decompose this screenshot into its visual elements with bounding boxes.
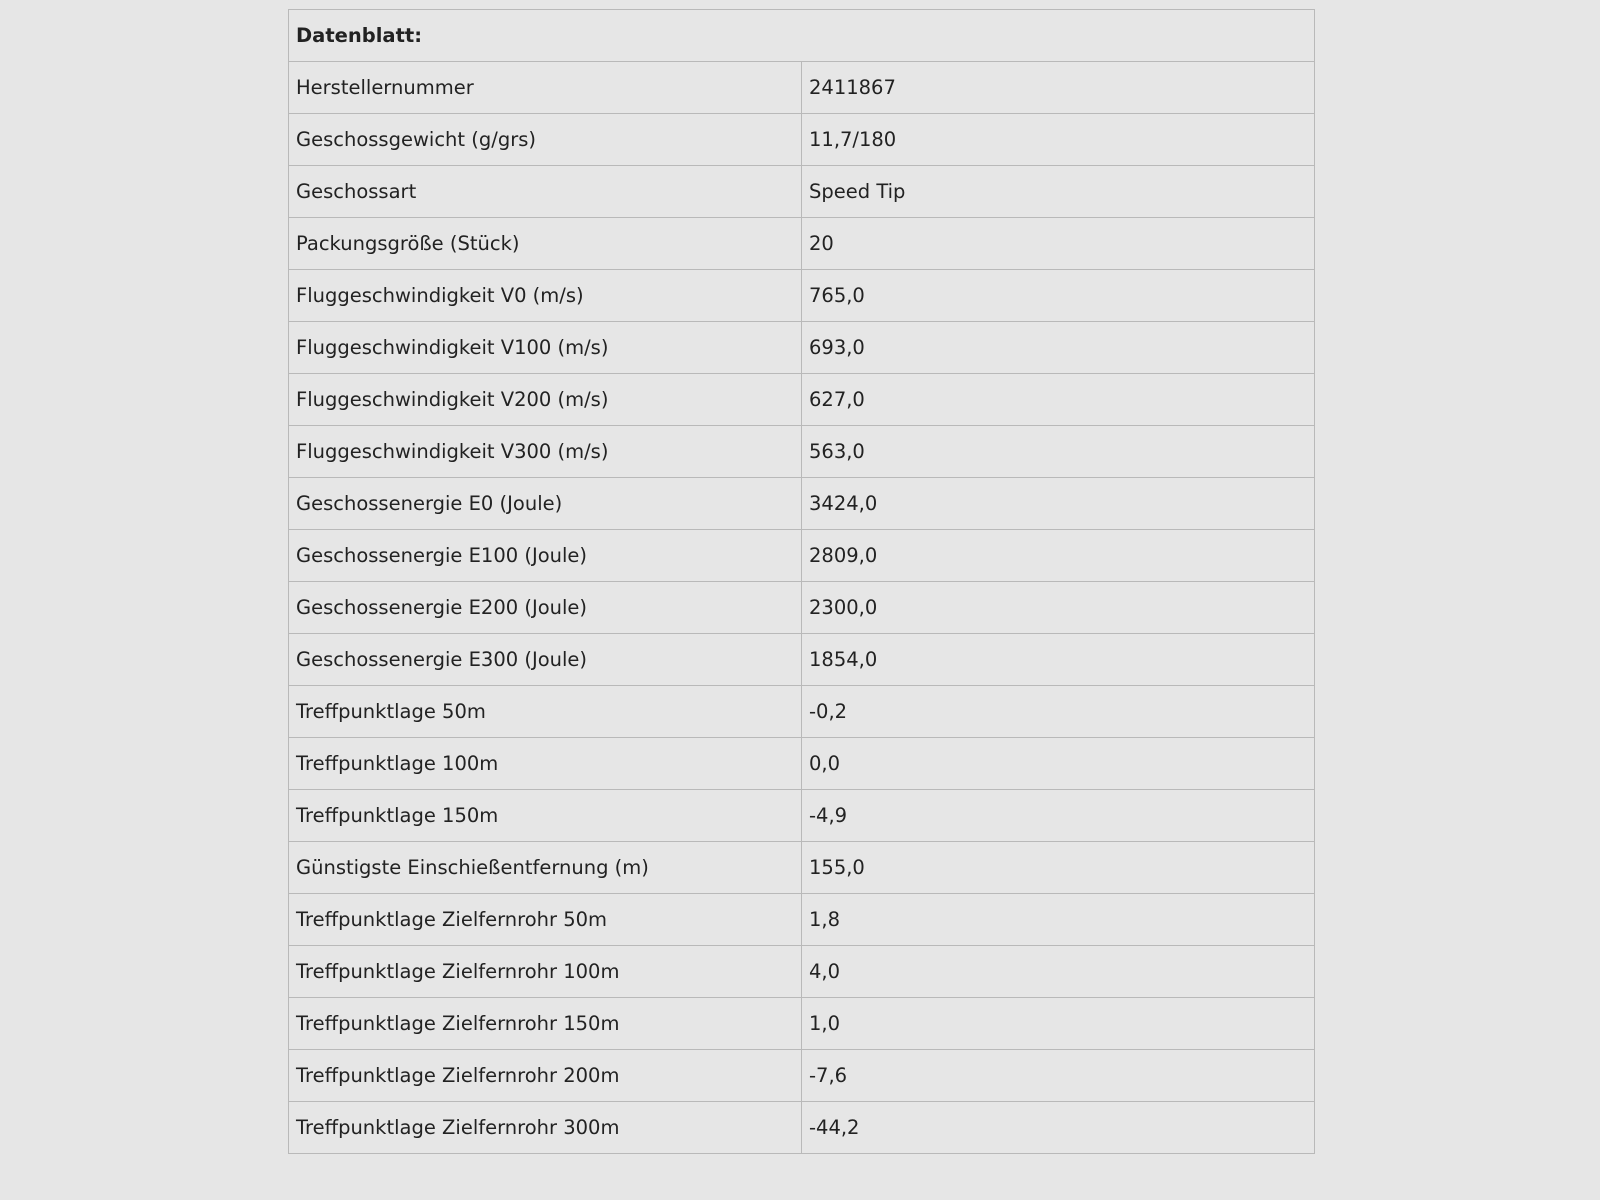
row-label: Treffpunktlage 100m xyxy=(289,738,802,790)
row-value: -0,2 xyxy=(802,686,1315,738)
row-label: Treffpunktlage Zielfernrohr 100m xyxy=(289,946,802,998)
row-label: Fluggeschwindigkeit V100 (m/s) xyxy=(289,322,802,374)
table-row xyxy=(289,270,1315,322)
row-value: 20 xyxy=(802,218,1315,270)
table-row xyxy=(289,686,1315,738)
table-row xyxy=(289,478,1315,530)
table-row xyxy=(289,166,1315,218)
row-value: 1,8 xyxy=(802,894,1315,946)
row-label: Treffpunktlage Zielfernrohr 200m xyxy=(289,1050,802,1102)
row-value: 2411867 xyxy=(802,62,1315,114)
row-label: Treffpunktlage 50m xyxy=(289,686,802,738)
row-label: Geschossenergie E100 (Joule) xyxy=(289,530,802,582)
table-row xyxy=(289,218,1315,270)
row-value: 0,0 xyxy=(802,738,1315,790)
table-row xyxy=(289,582,1315,634)
table-title: Datenblatt: xyxy=(289,10,1315,62)
table-row xyxy=(289,790,1315,842)
row-label: Packungsgröße (Stück) xyxy=(289,218,802,270)
table-row xyxy=(289,426,1315,478)
row-value: 2809,0 xyxy=(802,530,1315,582)
row-label: Herstellernummer xyxy=(289,62,802,114)
table-row xyxy=(289,634,1315,686)
row-value: 3424,0 xyxy=(802,478,1315,530)
table-header-row xyxy=(289,10,1315,62)
datasheet-table xyxy=(288,9,1315,1154)
row-value: 627,0 xyxy=(802,374,1315,426)
row-label: Günstigste Einschießentfernung (m) xyxy=(289,842,802,894)
table-row xyxy=(289,946,1315,998)
table-row xyxy=(289,842,1315,894)
row-label: Fluggeschwindigkeit V200 (m/s) xyxy=(289,374,802,426)
row-value: -4,9 xyxy=(802,790,1315,842)
row-value: Speed Tip xyxy=(802,166,1315,218)
table-row xyxy=(289,530,1315,582)
row-label: Fluggeschwindigkeit V0 (m/s) xyxy=(289,270,802,322)
table-row xyxy=(289,62,1315,114)
row-value: 4,0 xyxy=(802,946,1315,998)
table-row xyxy=(289,114,1315,166)
row-label: Geschossgewicht (g/grs) xyxy=(289,114,802,166)
row-label: Geschossenergie E300 (Joule) xyxy=(289,634,802,686)
table-row xyxy=(289,1102,1315,1154)
row-value: -44,2 xyxy=(802,1102,1315,1154)
row-label: Geschossenergie E0 (Joule) xyxy=(289,478,802,530)
row-value: 693,0 xyxy=(802,322,1315,374)
row-value: 11,7/180 xyxy=(802,114,1315,166)
row-label: Fluggeschwindigkeit V300 (m/s) xyxy=(289,426,802,478)
row-label: Treffpunktlage Zielfernrohr 300m xyxy=(289,1102,802,1154)
row-value: 1854,0 xyxy=(802,634,1315,686)
row-value: -7,6 xyxy=(802,1050,1315,1102)
row-value: 1,0 xyxy=(802,998,1315,1050)
row-value: 2300,0 xyxy=(802,582,1315,634)
row-label: Treffpunktlage Zielfernrohr 150m xyxy=(289,998,802,1050)
row-label: Treffpunktlage 150m xyxy=(289,790,802,842)
table-row xyxy=(289,738,1315,790)
row-value: 765,0 xyxy=(802,270,1315,322)
row-label: Geschossart xyxy=(289,166,802,218)
row-label: Geschossenergie E200 (Joule) xyxy=(289,582,802,634)
row-value: 155,0 xyxy=(802,842,1315,894)
row-value: 563,0 xyxy=(802,426,1315,478)
table-row xyxy=(289,322,1315,374)
row-label: Treffpunktlage Zielfernrohr 50m xyxy=(289,894,802,946)
table-row xyxy=(289,894,1315,946)
table-row xyxy=(289,998,1315,1050)
table-row xyxy=(289,1050,1315,1102)
table-row xyxy=(289,374,1315,426)
